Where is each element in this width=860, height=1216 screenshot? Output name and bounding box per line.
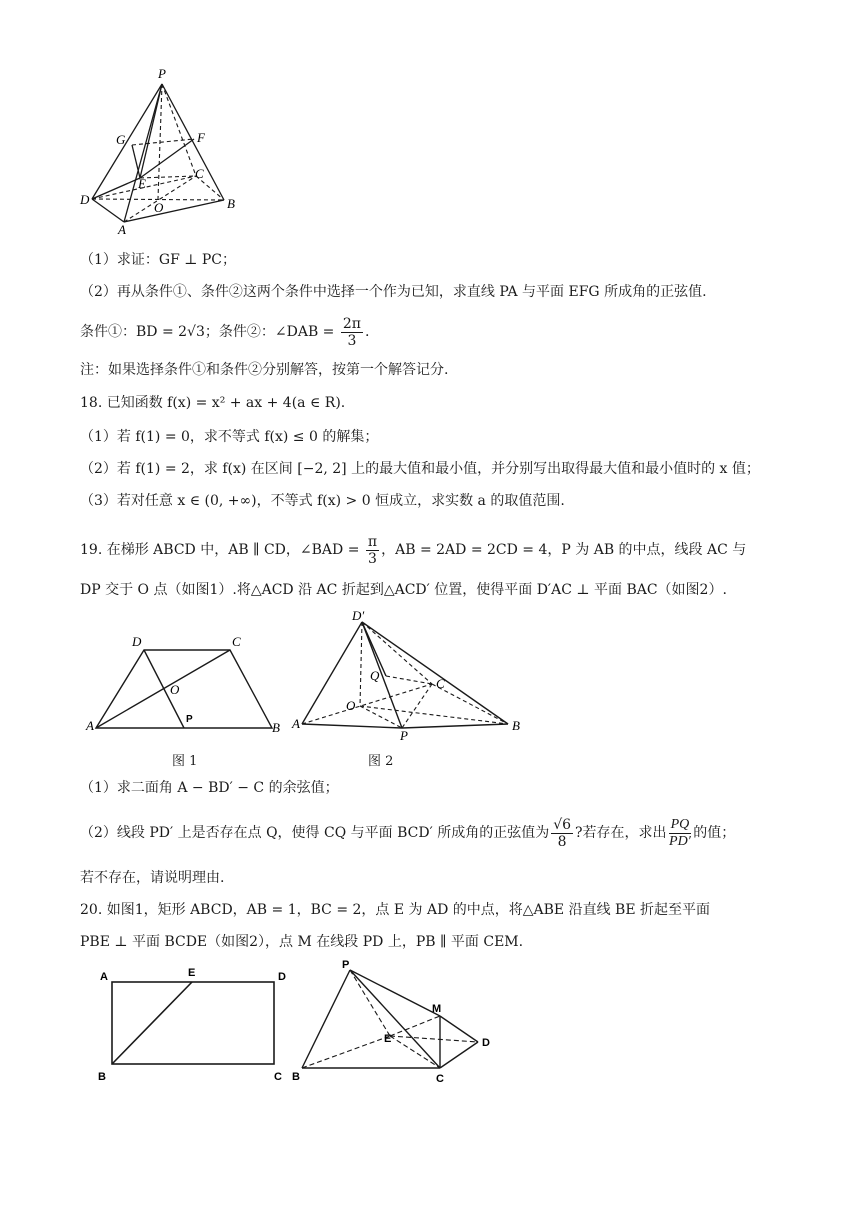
vertex-label-f: F	[197, 130, 205, 145]
q19-part2-cont: 若不存在，请说明理由.	[80, 870, 225, 886]
q20-stem-line2: PBE ⊥ 平面 BCDE（如图2），点 M 在线段 PD 上，PB ∥ 平面 CEM.	[80, 934, 524, 950]
q18-part3: （3）若对任意 x ∈ (0, +∞)，不等式 f(x) > 0 恒成立，求实数 a 的取值范围.	[80, 493, 565, 509]
q19-stem-line1: 19. 在梯形 ABCD 中，AB ∥ CD，∠BAD = $\frac{\pi}{3}$ ，AB = 2AD = 2CD = 4，P 为 AB 的中点，线段 AC 与	[80, 533, 747, 567]
q20-fig2-label-p: P	[342, 959, 350, 971]
vertex-label-c: C	[195, 166, 204, 181]
q19-sine-fraction: $\frac{√6}{8}$	[553, 816, 572, 850]
vertex-label-e: E	[138, 176, 146, 191]
q20-fig2-label-e: E	[384, 1033, 392, 1045]
folded-figure-20	[290, 956, 500, 1086]
fig2-label-c: C	[436, 676, 445, 691]
q19-part2: （2）线段 PD′ 上是否存在点 Q，使得 CQ 与平面 BCD′ 所成角的正弦值为 $\frac{√6}{8}$ ?若存在，求出 $\frac{PQ}{PD'}$ 的值；	[80, 816, 736, 850]
q20-stem-line1: 20. 如图1，矩形 ABCD，AB = 1，BC = 2，点 E 为 AD 的中点，将△ABE 沿直线 BE 折起至平面	[80, 902, 710, 918]
q17-part1: （1）求证：GF ⊥ PC；	[80, 252, 237, 268]
q17-cond-text: 条件①：BD = 2√3；条件②：∠DAB =	[80, 324, 339, 340]
fig1-label-c: C	[232, 634, 241, 649]
pyramid-figure-17	[76, 66, 246, 236]
fig1-label-p: P	[186, 714, 193, 725]
q18-stem: 18. 已知函数 f(x) = x² + ax + 4(a ∈ R).	[80, 395, 346, 411]
q18-part2: （2）若 f(1) = 2，求 f(x) 在区间 [−2, 2] 上的最大值和最小值，并分别写出取得最大值和最小值时的 x 值；	[80, 461, 760, 477]
q20-fig1-label-d: D	[278, 971, 286, 983]
q19-angle-fraction: $\frac{\pi}{3}$	[367, 533, 378, 567]
vertex-label-a: A	[118, 222, 126, 236]
vertex-label-p: P	[158, 66, 166, 81]
q17-note: 注：如果选择条件①和条件②分别解答，按第一个解答记分.	[80, 362, 449, 378]
vertex-label-b: B	[227, 196, 235, 211]
fig2-label-o: O	[346, 698, 356, 713]
fig1-label-a: A	[86, 718, 94, 733]
q20-fig1-label-a: A	[100, 971, 108, 983]
q20-fig2-label-c: C	[436, 1073, 444, 1085]
q20-fig1-label-e: E	[188, 967, 196, 979]
vertex-label-o: O	[154, 200, 164, 215]
fig2-label-p: P	[400, 728, 408, 743]
q20-fig2-label-m: M	[432, 1003, 442, 1015]
fig2-label-a: A	[292, 716, 300, 731]
fig1-caption: 图 1	[172, 754, 198, 769]
q17-part2: （2）再从条件①、条件②这两个条件中选择一个作为已知，求直线 PA 与平面 EFG 所成角的正弦值.	[80, 284, 707, 300]
fig1-label-d: D	[132, 634, 142, 649]
rectangle-figure-1	[90, 960, 300, 1085]
fig2-caption: 图 2	[368, 754, 394, 769]
q17-cond-fraction: $\frac{2\pi}{3}$	[342, 315, 361, 349]
q20-fig2-label-b: B	[292, 1071, 300, 1083]
q17-conditions: 条件①：BD = 2√3；条件②：∠DAB = $\frac{2\pi}{3}$ .	[80, 315, 370, 349]
vertex-label-d: D	[80, 192, 90, 207]
q18-part1: （1）若 f(1) = 0，求不等式 f(x) ≤ 0 的解集；	[80, 429, 379, 445]
fig2-label-q: Q	[370, 668, 380, 683]
q19-ratio-fraction: $\frac{PQ}{PD'}$	[669, 816, 691, 849]
fig1-label-o: O	[170, 682, 180, 697]
folded-figure-2	[290, 606, 530, 746]
vertex-label-g: G	[116, 132, 126, 147]
fig1-label-b: B	[272, 720, 280, 735]
trapezoid-figure-1	[84, 630, 284, 740]
q19-stem-line2: DP 交于 O 点（如图1）.将△ACD 沿 AC 折起到△ACD′ 位置，使得平面 D′AC ⊥ 平面 BAC（如图2）.	[80, 582, 727, 598]
q20-fig1-label-c: C	[274, 1071, 282, 1083]
fig2-label-b: B	[512, 718, 520, 733]
q19-part1: （1）求二面角 A − BD′ − C 的余弦值；	[80, 780, 339, 796]
q20-fig1-label-b: B	[98, 1071, 106, 1083]
fig2-label-d: D′	[352, 608, 365, 623]
q20-fig2-label-d: D	[482, 1037, 490, 1049]
